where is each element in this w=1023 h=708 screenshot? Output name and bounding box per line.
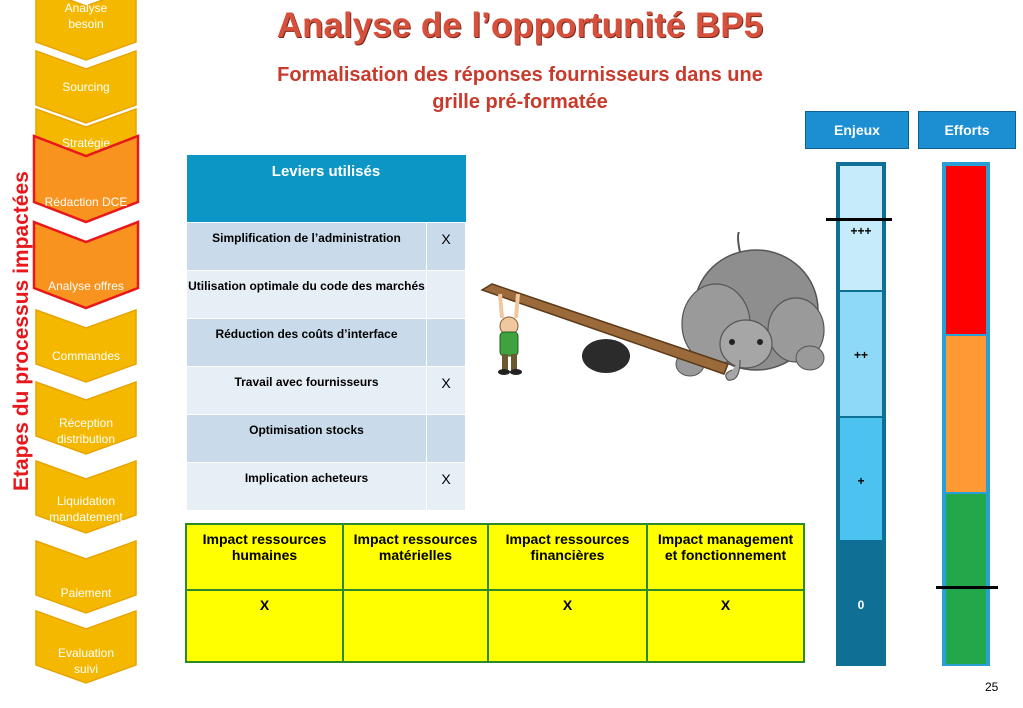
process-step-liquidation-mandatement bbox=[30, 455, 142, 535]
table-row: Simplification de l’administration X bbox=[187, 223, 466, 271]
process-step-label: Evaluation suivi bbox=[57, 646, 115, 676]
impacts-table bbox=[185, 523, 805, 663]
efforts-level-green bbox=[946, 494, 986, 664]
enjeux-level: ++ bbox=[840, 292, 882, 416]
process-step-label: Paiement bbox=[60, 586, 112, 600]
side-label: Etapes du processus impactées bbox=[10, 171, 33, 491]
table-row: X X X bbox=[186, 590, 804, 662]
process-step-redaction-dce bbox=[30, 132, 142, 224]
page-number: 25 bbox=[985, 680, 999, 694]
enjeux-header: Enjeux bbox=[805, 111, 909, 149]
process-step-label: Analyse besoin bbox=[64, 1, 108, 31]
process-step-analyse-offres bbox=[30, 218, 142, 310]
table-row: Impact ressources humaines Impact ressources matérielles Impact ressources financières Impact management et fonctionnement bbox=[186, 524, 804, 590]
process-step-reception-distribution bbox=[30, 376, 142, 456]
table-row: Réduction des coûts d’interface bbox=[187, 319, 466, 367]
table-row: Optimisation stocks bbox=[187, 415, 466, 463]
process-step-evaluation-suivi bbox=[30, 605, 142, 685]
process-step-label: Commandes bbox=[51, 349, 121, 363]
table-row: Travail avec fournisseurs X bbox=[187, 367, 466, 415]
page-subtitle: Formalisation des réponses fournisseurs dans une grille pré-formatée bbox=[277, 64, 763, 113]
enjeux-level: +++ bbox=[840, 166, 882, 290]
process-step-label: Sourcing bbox=[62, 80, 110, 94]
lever-elephant-illustration bbox=[478, 232, 828, 392]
process-step-label: Réception distribution bbox=[56, 416, 116, 446]
enjeux-level: 0 bbox=[840, 542, 882, 664]
table-row: Utilisation optimale du code des marchés bbox=[187, 271, 466, 319]
efforts-marker bbox=[936, 586, 998, 589]
enjeux-scale bbox=[836, 162, 886, 666]
enjeux-level: + bbox=[840, 418, 882, 540]
leviers-header: Leviers utilisés bbox=[187, 155, 466, 223]
efforts-header: Efforts bbox=[918, 111, 1016, 149]
process-step-label: Liquidation mandatement bbox=[49, 494, 123, 524]
page-title: Analyse de l’opportunité BP5 bbox=[276, 6, 764, 45]
efforts-level-red bbox=[946, 166, 986, 334]
enjeux-marker bbox=[826, 218, 892, 221]
table-row: Implication acheteurs X bbox=[187, 463, 466, 511]
efforts-scale bbox=[942, 162, 990, 666]
process-step-label: Analyse offres bbox=[48, 279, 124, 293]
process-step-paiement bbox=[30, 535, 142, 615]
efforts-level-orange bbox=[946, 336, 986, 492]
process-step-label: Stratégie bbox=[61, 136, 111, 150]
leviers-table bbox=[186, 155, 466, 511]
process-step-label: Rédaction DCE bbox=[44, 195, 128, 209]
process-step-commandes bbox=[30, 304, 142, 384]
